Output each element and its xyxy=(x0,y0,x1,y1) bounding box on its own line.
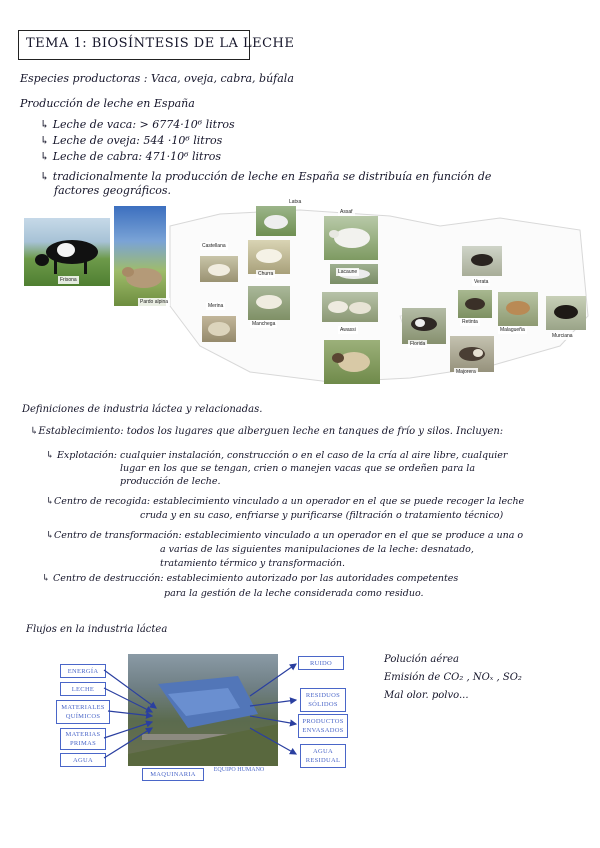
note-mal-olor: Mal olor. polvo... xyxy=(384,690,469,701)
label-majorera: Majorera xyxy=(456,369,476,375)
arrow-icon: ↳ xyxy=(42,573,50,584)
label-malaguena: Malagueña xyxy=(500,327,525,333)
label-florida: Florida xyxy=(410,341,426,347)
photo-churra xyxy=(248,240,290,274)
especies-line: Especies productoras : Vaca, oveja, cabra, búfala xyxy=(20,72,294,85)
input-materiales-quimicos: MATERIALES QUÍMICOS xyxy=(56,700,110,724)
produccion-tradicional xyxy=(40,170,491,183)
label-retinta: Retinta xyxy=(462,319,478,325)
input-materias-primas: MATERIAS PRIMAS xyxy=(60,728,106,750)
recogida-line xyxy=(46,496,524,507)
produccion-vaca-text: Leche de vaca: > 6774·10⁶ litros xyxy=(52,118,235,131)
label-manchega: Manchega xyxy=(252,321,276,327)
arrow-icon: ↳ xyxy=(40,134,50,147)
definiciones-heading: Definiciones de industria láctea y relacionadas. xyxy=(22,404,263,415)
maquinaria-box: MAQUINARIA xyxy=(142,768,204,781)
explotacion-line xyxy=(46,450,507,461)
produccion-cabra xyxy=(40,150,221,163)
label-awassi: Awassi xyxy=(340,327,356,333)
transformacion-line xyxy=(46,530,523,541)
output-agua-residual: AGUA RESIDUAL xyxy=(300,744,346,768)
transformacion-line-2: a varias de las siguientes manipulaciones de la leche: desnatado, xyxy=(160,544,474,555)
produccion-tradicional-2: factores geográficos. xyxy=(54,184,172,197)
explotacion-line-3: producción de leche. xyxy=(120,476,221,487)
input-energia: ENERGÍA xyxy=(60,664,106,678)
label-verata: Verata xyxy=(474,279,489,285)
photo-murciana xyxy=(546,296,586,330)
photo-awassi-herd xyxy=(322,292,378,322)
arrow-icon: ↳ xyxy=(46,496,54,507)
label-latxa: Latxa xyxy=(289,199,302,205)
arrow-icon: ↳ xyxy=(40,118,50,131)
photo-malaguena xyxy=(498,292,538,326)
label-lacaune: Lacaune xyxy=(338,269,358,275)
photo-florida xyxy=(402,308,446,344)
note-polucion: Polución aérea xyxy=(384,654,459,665)
photo-castellana xyxy=(200,256,238,282)
produccion-vaca xyxy=(40,118,235,131)
recogida-line-2: cruda y en su caso, enfriarse y purificarse (filtración o tratamiento técnico) xyxy=(140,510,504,521)
produccion-oveja xyxy=(40,134,222,147)
label-frisona: Frisona xyxy=(60,277,77,283)
arrow-icon: ↳ xyxy=(40,150,50,163)
produccion-tradicional-text: tradicionalmente la producción de leche en España se distribuía en función de xyxy=(52,170,492,183)
photo-assaf xyxy=(324,216,378,260)
explotacion-text: Explotación: cualquier instalación, construcción o en el caso de la cría al aire libre, cualquier xyxy=(57,450,508,461)
label-churra: Churra xyxy=(258,271,274,277)
output-productos-envasados: PRODUCTOS ENVASADOS xyxy=(298,714,348,738)
produccion-cabra-text: Leche de cabra: 471·10⁶ litros xyxy=(52,150,221,163)
label-pardo-alpina: Pardo alpina xyxy=(140,299,169,305)
arrow-icon: ↳ xyxy=(46,530,54,541)
flow-arrows xyxy=(100,656,300,776)
arrow-icon: ↳ xyxy=(46,450,54,461)
establecimiento-line xyxy=(30,426,503,437)
photo-pardo-alpina xyxy=(114,206,166,306)
destruccion-line xyxy=(42,573,458,584)
explotacion-line-2: lugar en los que se tengan, crien o manejen vacas que se ordeñen para la xyxy=(120,463,475,474)
input-leche: LECHE xyxy=(60,682,106,696)
establecimiento-text: Establecimiento: todos los lugares que alberguen leche en tanques de frío y silos. Incluyen: xyxy=(38,426,504,437)
destruccion-text: Centro de destrucción: establecimiento autorizado por las autoridades competentes xyxy=(53,573,459,584)
note-emision: Emisión de CO₂ , NOₓ , SO₂ xyxy=(384,672,522,683)
page-title: TEMA 1: BIOSÍNTESIS DE LA LECHE xyxy=(26,36,295,51)
photo-manchega xyxy=(248,286,290,320)
photo-awassi xyxy=(324,340,380,384)
transformacion-text: Centro de transformación: establecimiento vinculado a un operador en el que se produce a una o xyxy=(53,530,524,541)
output-residuos-solidos: RESIDUOS SÓLIDOS xyxy=(300,688,346,712)
photo-verata xyxy=(462,246,502,276)
transformacion-line-3: tratamiento térmico y transformación. xyxy=(160,558,346,569)
photo-retinta xyxy=(458,290,492,318)
photo-majorera xyxy=(450,336,494,372)
flujos-heading: Flujos en la industria láctea xyxy=(26,624,168,635)
arrow-icon: ↳ xyxy=(30,426,39,437)
photo-latxa xyxy=(256,206,296,236)
equipo-humano: EQUIPO HUMANO xyxy=(213,767,265,773)
input-agua: AGUA xyxy=(60,753,106,767)
label-assaf: Assaf xyxy=(340,209,353,215)
recogida-text: Centro de recogida: establecimiento vinculado a un operador en el que se puede recoger la leche xyxy=(53,496,525,507)
produccion-oveja-text: Leche de oveja: 544 ·10⁶ litros xyxy=(52,134,223,147)
produccion-heading: Producción de leche en España xyxy=(20,97,195,110)
label-merina: Merina xyxy=(208,303,224,309)
label-murciana: Murciana xyxy=(552,333,573,339)
destruccion-line-2: para la gestión de la leche considerada como residuo. xyxy=(164,588,424,599)
arrow-icon: ↳ xyxy=(40,170,50,183)
photo-merina xyxy=(202,316,236,342)
label-castellana: Castellana xyxy=(202,243,226,249)
output-ruido: RUIDO xyxy=(298,656,344,670)
